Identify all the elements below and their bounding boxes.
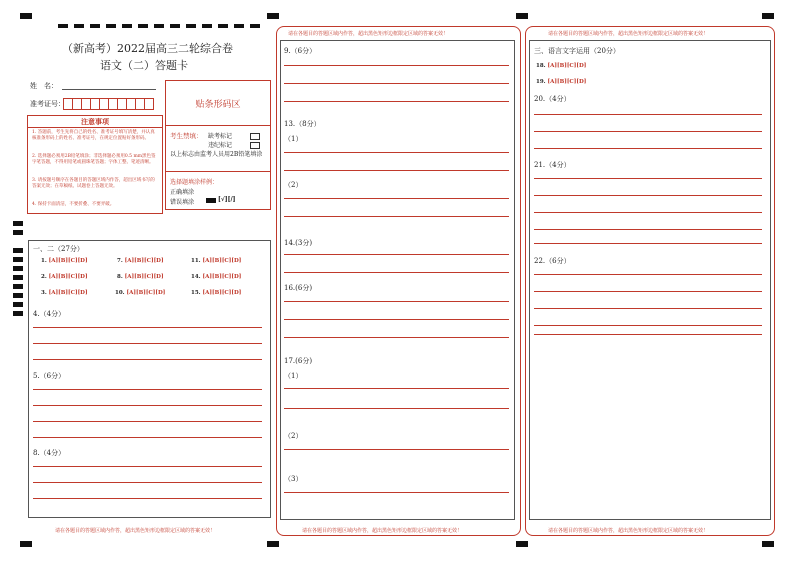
violation-label: 违纪标记 bbox=[208, 142, 233, 149]
answer-line[interactable] bbox=[284, 65, 509, 66]
answer-line[interactable] bbox=[534, 325, 762, 326]
answer-line[interactable] bbox=[284, 170, 509, 171]
answer-line[interactable] bbox=[534, 243, 762, 244]
answer-line[interactable] bbox=[534, 114, 762, 115]
choice-14[interactable]: 14. [A][B][C][D] bbox=[191, 274, 242, 280]
question-17-part-1: （1） bbox=[284, 372, 303, 380]
answer-line[interactable] bbox=[284, 216, 509, 217]
answer-line[interactable] bbox=[534, 274, 762, 275]
question-14-label: 14.(3分) bbox=[284, 239, 313, 247]
timing-mark bbox=[20, 541, 32, 547]
choice-18[interactable]: 18. [A][B][C][D] bbox=[536, 63, 587, 69]
answer-line[interactable] bbox=[284, 337, 509, 338]
choice-19[interactable]: 19. [A][B][C][D] bbox=[536, 79, 587, 85]
answer-line[interactable] bbox=[284, 83, 509, 84]
question-4-label: 4.（4分） bbox=[33, 310, 66, 318]
answer-line[interactable] bbox=[284, 319, 509, 320]
timing-mark bbox=[516, 13, 528, 19]
answer-line[interactable] bbox=[284, 198, 509, 199]
answer-line[interactable] bbox=[33, 389, 262, 390]
answer-line[interactable] bbox=[33, 421, 262, 422]
name-label: 姓 名： bbox=[30, 82, 58, 90]
timing-mark bbox=[267, 541, 279, 547]
status-note: 以上标志由监考人员用2B铅笔填涂 bbox=[170, 151, 263, 158]
answer-line[interactable] bbox=[534, 308, 762, 309]
answer-line[interactable] bbox=[284, 449, 509, 450]
question-16-label: 16.(6分) bbox=[284, 284, 313, 292]
choice-11[interactable]: 11. [A][B][C][D] bbox=[191, 258, 242, 264]
warning-bottom: 请在各题目的答题区域内作答，超出黑色矩形边框限定区域的答案无效！ bbox=[302, 528, 463, 534]
answer-line[interactable] bbox=[534, 148, 762, 149]
question-8-label: 8.（4分） bbox=[33, 449, 66, 457]
name-field[interactable] bbox=[62, 89, 156, 90]
question-5-label: 5.（6分） bbox=[33, 372, 66, 380]
answer-line[interactable] bbox=[534, 229, 762, 230]
answer-line[interactable] bbox=[33, 343, 262, 344]
answer-line[interactable] bbox=[33, 466, 262, 467]
choice-2[interactable]: 2. [A][B][C][D] bbox=[41, 274, 88, 280]
question-21-label: 21.（4分） bbox=[534, 161, 571, 169]
choice-1[interactable]: 1. [A][B][C][D] bbox=[41, 258, 88, 264]
choice-3[interactable]: 3. [A][B][C][D] bbox=[41, 290, 88, 296]
id-label: 准考证号： bbox=[30, 100, 65, 108]
answer-line[interactable] bbox=[284, 301, 509, 302]
answer-line[interactable] bbox=[33, 359, 262, 360]
question-20-label: 20.（4分） bbox=[534, 95, 571, 103]
sample-correct: 正确填涂 bbox=[170, 189, 195, 196]
question-17-part-3: （3） bbox=[284, 475, 303, 483]
column-2-answer-area bbox=[280, 40, 515, 520]
sample-wrong: 错误填涂 bbox=[170, 199, 195, 206]
notes-title: 注意事项 bbox=[28, 116, 162, 128]
answer-line[interactable] bbox=[284, 101, 509, 102]
section1-answer-area bbox=[28, 240, 271, 518]
answer-line[interactable] bbox=[284, 152, 509, 153]
warning-bottom: 请在各题目的答题区域内作答，超出黑色矩形边框限定区域的答案无效！ bbox=[548, 528, 709, 534]
sample-wrong-marks: [√][/] bbox=[218, 196, 236, 203]
answer-line[interactable] bbox=[284, 492, 509, 493]
answer-line[interactable] bbox=[534, 291, 762, 292]
absent-checkbox[interactable] bbox=[250, 133, 260, 140]
note-item: 2. 选择题必须用2B铅笔填涂；非选择题必须用0.5 mm黑色签字笔答题，不得用铅笔或圆珠笔答题；字体工整、笔迹清晰。 bbox=[32, 154, 156, 165]
note-item: 1. 答题前，考生先将自己的姓名、准考证号填写清楚，并认真核准条形码上的姓名、准考证号，在规定位置贴好条形码。 bbox=[32, 130, 155, 141]
timing-mark bbox=[516, 541, 528, 547]
question-13-part-1: （1） bbox=[284, 135, 303, 143]
warning-top: 请在各题目的答题区域内作答，超出黑色矩形边框限定区域的答案无效！ bbox=[548, 31, 709, 37]
exam-title: （新高考）2022届高三二轮综合卷 bbox=[62, 42, 233, 55]
choice-15[interactable]: 15. [A][B][C][D] bbox=[191, 290, 242, 296]
question-13-part-2: （2） bbox=[284, 181, 303, 189]
answer-line[interactable] bbox=[534, 212, 762, 213]
answer-line[interactable] bbox=[33, 498, 262, 499]
note-item: 3. 请按题号顺序在各题目的答题区域内作答，超出区域书写的答案无效；在草稿纸、试题卷上答题无效。 bbox=[32, 178, 155, 189]
answer-line[interactable] bbox=[284, 408, 509, 409]
sample-wrong-fill-icon bbox=[206, 198, 216, 203]
sample-title: 选择题填涂样例： bbox=[170, 179, 219, 186]
exam-subtitle: 语文（二）答题卡 bbox=[100, 59, 188, 72]
barcode-area bbox=[165, 80, 271, 210]
choice-10[interactable]: 10. [A][B][C][D] bbox=[115, 290, 166, 296]
warning-top: 请在各题目的答题区域内作答，超出黑色矩形边框限定区域的答案无效！ bbox=[288, 31, 449, 37]
notes-box bbox=[27, 115, 163, 214]
question-17-part-2: （2） bbox=[284, 432, 303, 440]
note-item: 4. 保持卡面清洁，不要折叠、不要弄破。 bbox=[32, 202, 115, 207]
question-17-label: 17.(6分) bbox=[284, 357, 313, 365]
answer-line[interactable] bbox=[33, 482, 262, 483]
barcode-label: 贴条形码区 bbox=[195, 100, 241, 110]
question-22-label: 22.（6分） bbox=[534, 257, 571, 265]
choice-8[interactable]: 8. [A][B][C][D] bbox=[117, 274, 164, 280]
timing-mark bbox=[20, 13, 32, 19]
warning-bottom: 请在各题目的答题区域内作答，超出黑色矩形边框限定区域的答案无效！ bbox=[55, 528, 216, 534]
answer-line[interactable] bbox=[33, 327, 262, 328]
answer-line[interactable] bbox=[534, 131, 762, 132]
answer-line[interactable] bbox=[284, 254, 509, 255]
column-3-answer-area bbox=[529, 40, 771, 520]
section3-title: 三、语言文字运用（20分） bbox=[534, 47, 620, 55]
answer-line[interactable] bbox=[534, 195, 762, 196]
timing-mark bbox=[267, 13, 279, 19]
status-label: 考生禁填： bbox=[170, 132, 203, 140]
answer-line[interactable] bbox=[33, 437, 262, 438]
answer-line[interactable] bbox=[534, 334, 762, 335]
choice-7[interactable]: 7. [A][B][C][D] bbox=[117, 258, 164, 264]
question-9-label: 9.（6分） bbox=[284, 47, 317, 55]
answer-line[interactable] bbox=[284, 388, 509, 389]
answer-line[interactable] bbox=[284, 272, 509, 273]
question-13-label: 13.（8分） bbox=[284, 120, 321, 128]
answer-line[interactable] bbox=[33, 405, 262, 406]
timing-mark bbox=[762, 541, 774, 547]
timing-mark bbox=[762, 13, 774, 19]
answer-line[interactable] bbox=[534, 178, 762, 179]
section1-title: 一、二（27分） bbox=[33, 245, 84, 253]
violation-checkbox[interactable] bbox=[250, 142, 260, 149]
absent-label: 缺考标记 bbox=[208, 133, 233, 140]
